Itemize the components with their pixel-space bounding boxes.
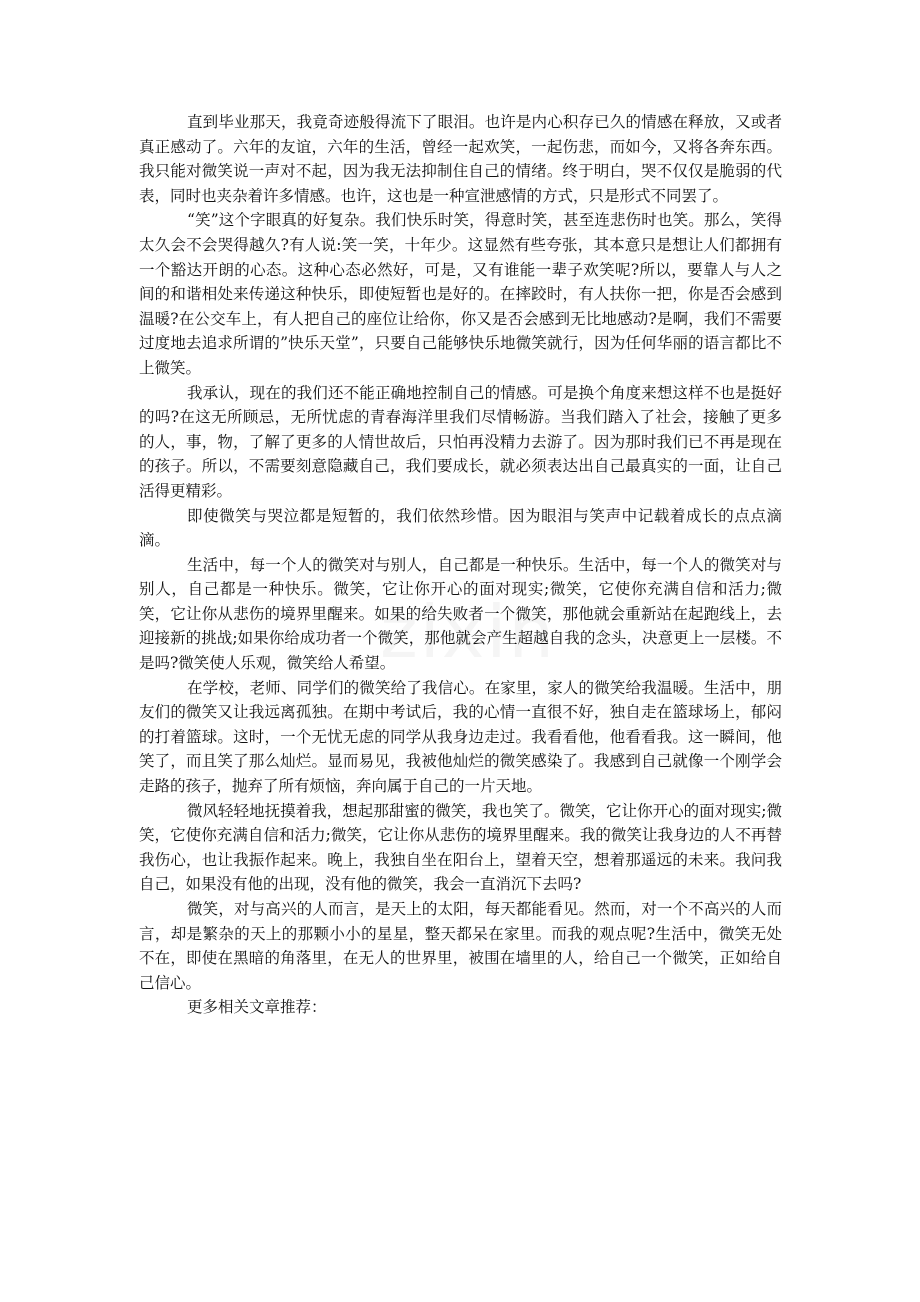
paragraph: 生活中，每一个人的微笑对与别人，自己都是一种快乐。生活中，每一个人的微笑对与别人，自己都是一种快乐。微笑，它让你开心的面对现实;微笑，它使你充满自信和活力;微笑，它让你从悲伤的境界里醒来。如果的给失败者一个微笑，那他就会重新站在起跑线上，去迎接新的挑战;如果你给成功者一个微笑，那他就会产生超越自我的念头，决意更上一层楼。不是吗?微笑使人乐观，微笑给人希望。 xyxy=(139,555,782,673)
paragraph: 直到毕业那天，我竟奇迹般得流下了眼泪。也许是内心积存已久的情感在释放，又或者真正感动了。六年的友谊，六年的生活，曾经一起欢笑，一起伤悲，而如今，又将各奔东西。我只能对微笑说一声对不起，因为我无法抑制住自己的情绪。终于明白，哭不仅仅是脆弱的代表，同时也夹杂着许多情感。也许，这也是一种宣泄感情的方式，只是形式不同罢了。 xyxy=(139,113,782,205)
related-articles-heading: 更多相关文章推荐： xyxy=(187,998,327,1017)
paragraph: 我承认，现在的我们还不能正确地控制自己的情感。可是换个角度来想这样不也是挺好的吗?在这无所顾忌，无所忧虑的青春海洋里我们尽情畅游。当我们踏入了社会，接触了更多的人，事，物，了解了更多的人情世故后，只怕再没精力去游了。因为那时我们已不再是现在的孩子。所以，不需要刻意隐藏自己，我们要成长，就必须表达出自己最真实的一面，让自己活得更精彩。 xyxy=(139,383,782,500)
paragraph: 微笑，对与高兴的人而言，是天上的太阳，每天都能看见。然而，对一个不高兴的人而言，却是繁杂的天上的那颗小小的星星，整天都呆在家里。而我的观点呢?生活中，微笑无处不在，即使在黑暗的角落里，在无人的世界里，被围在墙里的人，给自己一个微笑，正如给自己信心。 xyxy=(139,900,782,992)
watermark: zixin xyxy=(380,590,557,674)
paragraph: 即使微笑与哭泣都是短暂的，我们依然珍惜。因为眼泪与笑声中记载着成长的点点滴滴。 xyxy=(139,506,782,550)
paragraph: “笑”这个字眼真的好复杂。我们快乐时笑，得意时笑，甚至连悲伤时也笑。那么，笑得太久会不会哭得越久?有人说:笑一笑，十年少。这显然有些夸张，其本意只是想让人们都拥有一个豁达开朗的心态。这种心态必然好，可是，又有谁能一辈子欢笑呢?所以，要靠人与人之间的和谐相处来传递这种快乐，即使短暂也是好的。在摔跤时，有人扶你一把，你是否会感到温暖?在公交车上，有人把自己的座位让给你，你又是否会感到无比地感动?是啊，我们不需要过度地去追求所谓的”快乐天堂”，只要自己能够快乐地微笑就行，因为任何华丽的语言都比不上微笑。 xyxy=(139,211,782,377)
paragraph: 在学校，老师、同学们的微笑给了我信心。在家里，家人的微笑给我温暖。生活中，朋友们的微笑又让我远离孤独。在期中考试后，我的心情一直很不好，独自走在篮球场上，郁闷的打着篮球。这时，一个无忧无虑的同学从我身边走过。我看看他，他看看我。这一瞬间，他笑了，而且笑了那么灿烂。显而易见，我被他灿烂的微笑感染了。我感到自己就像一个刚学会走路的孩子，抛弃了所有烦恼，奔向属于自己的一片天地。 xyxy=(139,678,782,796)
paragraph: 微风轻轻地抚摸着我，想起那甜蜜的微笑，我也笑了。微笑，它让你开心的面对现实;微笑，它使你充满自信和活力;微笑，它让你从悲伤的境界里醒来。我的微笑让我身边的人不再替我伤心，也让我振作起来。晚上，我独自坐在阳台上，望着天空，想着那遥远的未来。我问我自己，如果没有他的出现，没有他的微笑，我会一直消沉下去吗? xyxy=(139,801,782,894)
document-body xyxy=(139,110,782,1020)
